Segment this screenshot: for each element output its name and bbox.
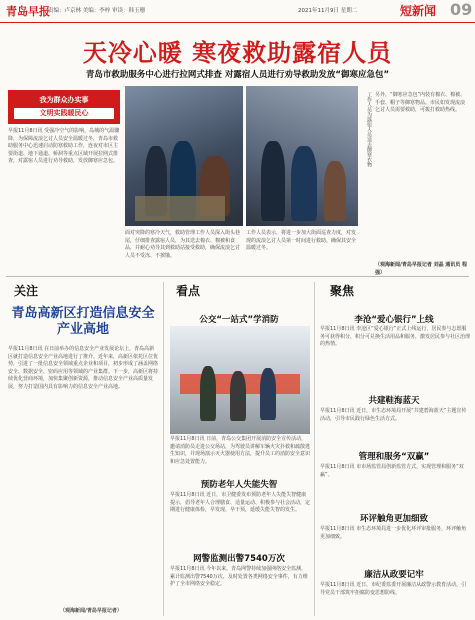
tag-highlights: 看点 (176, 284, 201, 298)
right-story4-title: 环评触角更加细致 (359, 514, 428, 524)
right-story4-body: 早报11月8日讯 市生态环境局进一步优化环评审批服务，环评触角更加细致。 (320, 526, 467, 540)
mid-story1-body: 早报11月8日讯 日前，青岛公交集团开展消防安全宣传活动，邀请消防员走进公交场站，为驾驶员讲解车辆火灾扑救和疏散逃生知识，并现场演示灭火器使用方法，提升员工的消防安全意识和应急处置能力。 (170, 436, 311, 465)
top-story-col3: 工作人员表示，将进一步加大街面巡查力度，对发现的流浪乞讨人员第一时间进行救助，确保其安全温暖过冬。 (246, 230, 357, 252)
column-divider (314, 282, 315, 616)
top-story-credit: （观海新闻/青岛早报记者 刘晶 通讯员 程强） (375, 262, 468, 276)
issue-date: 2021年11月9日 星期二 (298, 8, 358, 14)
campaign-line-2: 文明实践暖民心 (14, 108, 114, 119)
mid-story3-body: 早报11月8日讯 今年以来，青岛网警持续加强网络安全监测，累计监测出警7540万次，及时处置各类网络安全事件，有力维护了全市网络安全稳定。 (170, 566, 308, 588)
campaign-banner (8, 90, 120, 124)
right-story5-title: 廉洁从政要记牢 (364, 570, 424, 580)
right-story2-body: 早报11月8日讯 近日，市生态环境局开展“共建碧海蓝天”主题宣传活动，引导市民践行绿色生活方式。 (320, 408, 467, 422)
editor-credits: 责编：卢京林 美编：李梓 审读：韩玉珊 (48, 8, 145, 14)
photo-vertical-caption: 工作人员为露宿人员送去御寒衣物 (366, 92, 372, 167)
mid-story3-title: 网警监测出警7540万次 (193, 554, 285, 564)
main-headline: 天冷心暖 寒夜救助露宿人员 (82, 39, 393, 67)
left-headline: 青岛高新区打造信息安全产业高地 (11, 306, 155, 337)
section-divider (6, 276, 469, 277)
right-story1-body: 早报11月8日讯 李沧区“爱心银行”正式上线运行，居民参与志愿服务可获得积分，积分可兑换生活用品和服务，激发居民参与社区治理的热情。 (320, 326, 471, 348)
right-story3-body: 早报11月8日讯 市市场监管局创新监管方式，实现管理和服务“双赢”。 (320, 464, 464, 478)
page-number: 09 (450, 0, 473, 19)
mid-story1-title: 公交“一站式”学消防 (199, 315, 279, 325)
rescue-photo-1 (125, 86, 243, 226)
top-story-col4: 另外，“御寒应急包”内装有棉衣、棉被、手套、帽子等御寒物品。市民如发现流浪乞讨人员需要救助，可拨打救助热线。 (375, 92, 466, 114)
rescue-photo-2 (246, 86, 358, 226)
column-divider (163, 282, 164, 616)
left-credit: （观海新闻/青岛早报记者） (60, 608, 122, 614)
top-story-col1: 早报11月8日讯 受强冷空气的影响，岛城的气温骤降，为保障流浪乞讨人员安全温暖过冬，青岛市救助服务中心迅速启动防寒救助工作，连夜对市区主要街道、地下通道、桥洞等重点区域开展拉网式排查，对露宿人员进行劝导救助，发放御寒应急包。 (8, 128, 120, 165)
campaign-line-1: 我为群众办实事 (39, 96, 89, 104)
right-story3-title: 管理和服务“双赢” (358, 452, 430, 462)
fire-drill-photo (170, 326, 310, 434)
left-body: 早报11月8日讯 在日前举办的信息安全产业发展论坛上，青岛高新区就打造信息安全产业高地进行了推介。近年来，高新区依托区位优势，引进了一批信息安全领域重点企业和项目，初步形成了涵盖网络安全、数据安全、密码应用等领域的产业集群。下一步，高新区将持续优化营商环境，加快集聚创新资源，推动信息安全产业高质量发展，努力打造国内具有影响力的信息安全产业高地。 (8, 346, 159, 390)
section-title: 短新闻 (400, 4, 437, 18)
right-story5-body: 早报11月8日讯 近日，市纪委监委开展廉洁从政警示教育活动，引导党员干部筑牢拒腐防变思想防线。 (320, 582, 467, 596)
main-subheadline: 青岛市救助服务中心进行拉网式排查 对露宿人员进行劝导救助发放“御寒应急包” (85, 70, 390, 80)
tag-focus: 关注 (14, 284, 39, 298)
mid-story2-body: 早报11月8日讯 近日，市卫健委发布预防老年人失能失智健康提示，倡导老年人合理膳食、适量运动、积极参与社会活动，定期进行健康体检，早发现、早干预，延缓失能失智的发生。 (170, 492, 311, 514)
right-story1-title: 李沧“爱心银行”上线 (354, 315, 434, 325)
mid-story2-title: 预防老年人失能失智 (200, 480, 278, 490)
top-story-col2: 面对突降的寒冷天气，救助管理工作人员深入街头巷尾，仔细排查露宿人员，为其送去棉衣、棉被和食品，并耐心劝导其到救助站接受救助，确保流浪乞讨人员不受冻、不挨饿。 (125, 230, 241, 259)
newspaper-logo: 青岛早报 (6, 5, 50, 18)
right-story2-title: 共建鞋海蓝天 (368, 396, 420, 406)
tag-focus-points: 聚焦 (330, 284, 355, 298)
